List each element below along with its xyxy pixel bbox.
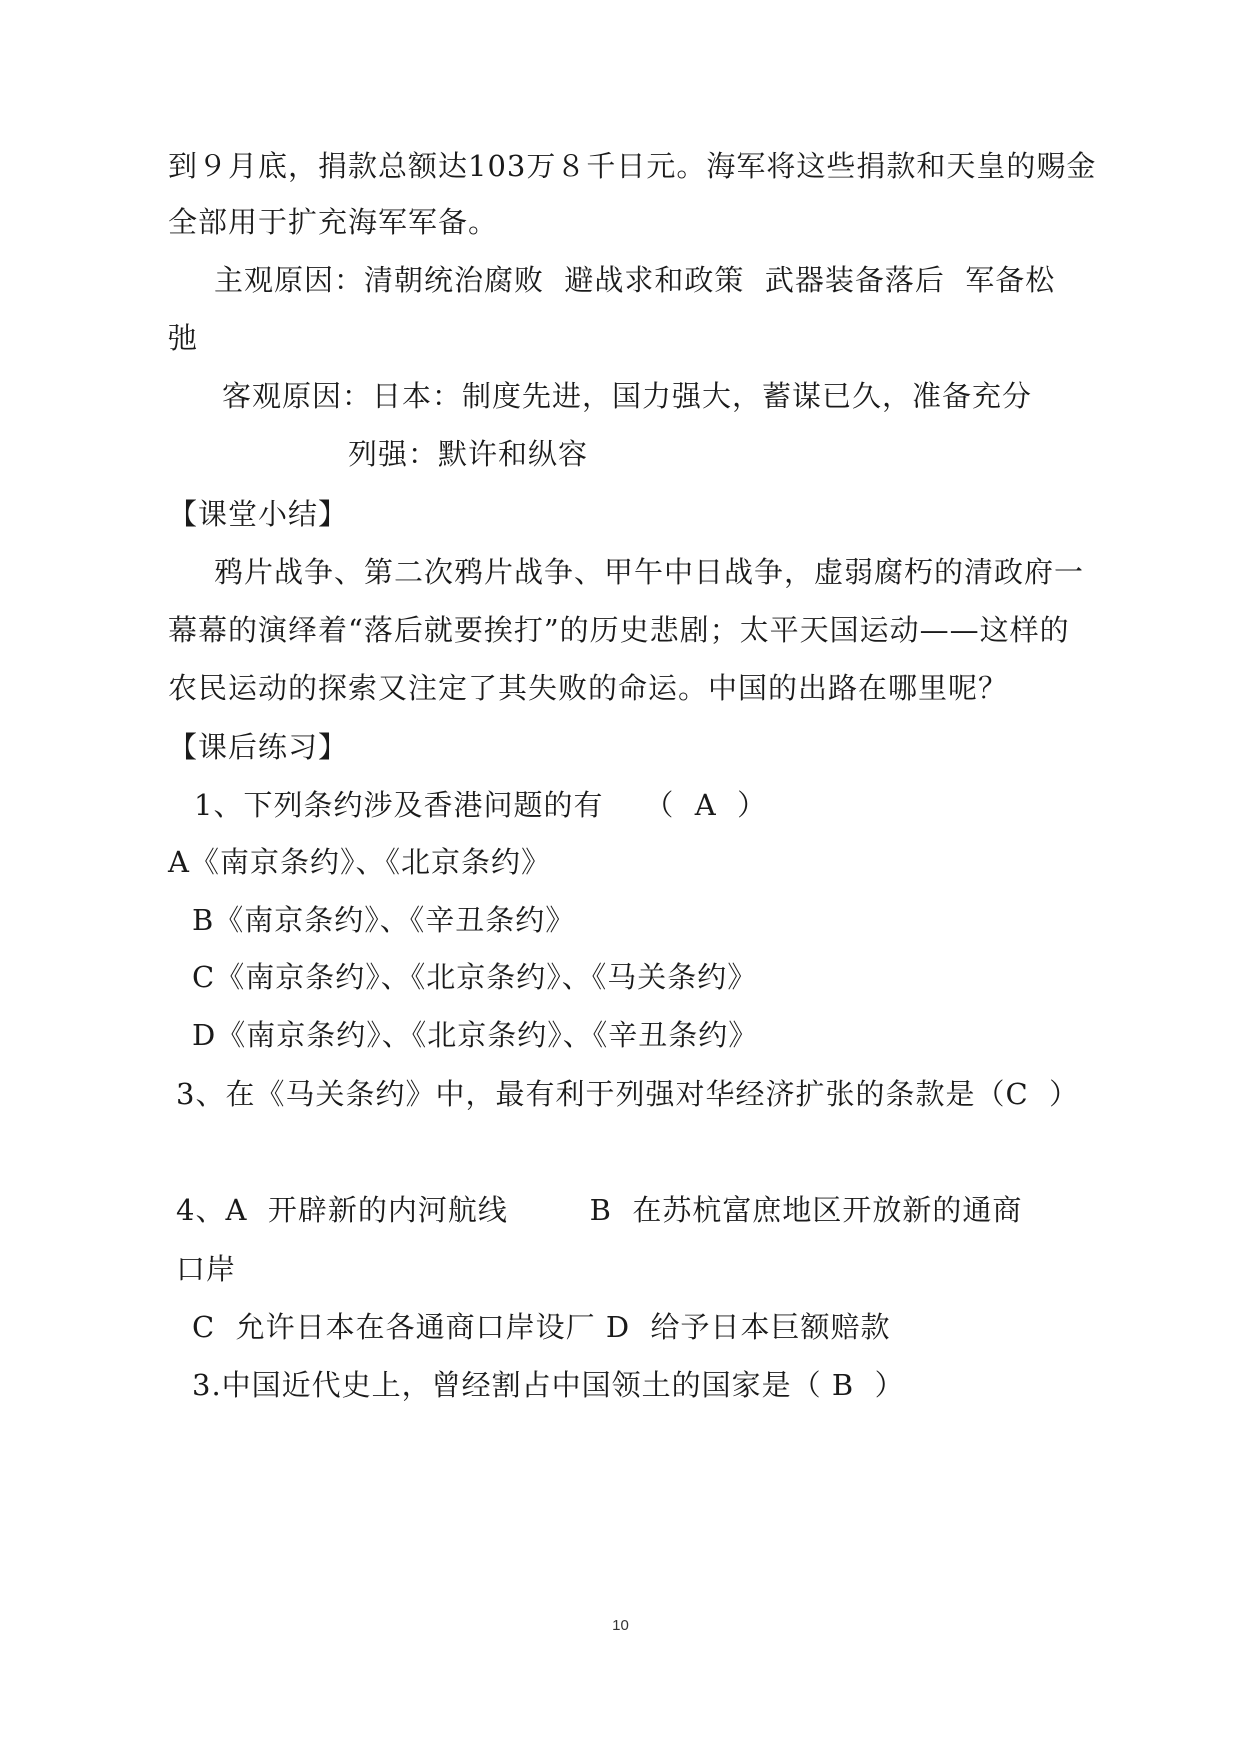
subjective-reasons-line-1: 主观原因：清朝统治腐败 避战求和政策 武器装备落后 军备松: [214, 263, 1056, 297]
page-number: 10: [612, 1617, 629, 1634]
question-3-stem: 3、在《马关条约》中，最有利于列强对华经济扩张的条款是（C ）: [176, 1077, 1080, 1111]
question-1-option-d: D《南京条约》、《北京条约》、《辛丑条约》: [192, 1018, 759, 1052]
summary-line-3: 农民运动的探索又注定了其失败的命运。中国的出路在哪里呢？: [168, 671, 1009, 705]
donation-line-1: 到９月底，捐款总额达103万８千日元。海军将这些捐款和天皇的赐金: [168, 149, 1097, 183]
summary-line-1: 鸦片战争、第二次鸦片战争、甲午中日战争，虚弱腐朽的清政府一: [214, 555, 1085, 589]
question-3-options-ab: 4、A 开辟新的内河航线 B 在苏杭富庶地区开放新的通商: [176, 1193, 1023, 1227]
question-3b-stem: 3.中国近代史上，曾经割占中国领土的国家是（ B ）: [192, 1368, 905, 1402]
question-3-options-ab-continued: 口岸: [176, 1252, 237, 1286]
objective-reasons-japan: 客观原因：日本：制度先进，国力强大，蓄谋已久，准备充分: [222, 379, 1033, 413]
summary-heading: 【课堂小结】: [168, 497, 349, 531]
objective-reasons-powers: 列强：默许和纵容: [348, 437, 589, 471]
question-1-stem: 1、下列条约涉及香港问题的有 （ A ）: [194, 788, 768, 822]
subjective-reasons-line-2: 弛: [168, 321, 199, 355]
question-1-option-a: A《南京条约》、《北京条约》: [168, 845, 551, 879]
donation-line-2: 全部用于扩充海军军备。: [168, 205, 499, 239]
summary-line-2: 幕幕的演绎着“落后就要挨打”的历史悲剧；太平天国运动——这样的: [168, 613, 1070, 647]
question-3-options-cd: C 允许日本在各通商口岸设厂 D 给予日本巨额赔款: [192, 1310, 891, 1344]
question-1-option-c: C《南京条约》、《北京条约》、《马关条约》: [192, 960, 758, 994]
exercises-heading: 【课后练习】: [168, 730, 349, 764]
question-1-option-b: B《南京条约》、《辛丑条约》: [192, 903, 576, 937]
